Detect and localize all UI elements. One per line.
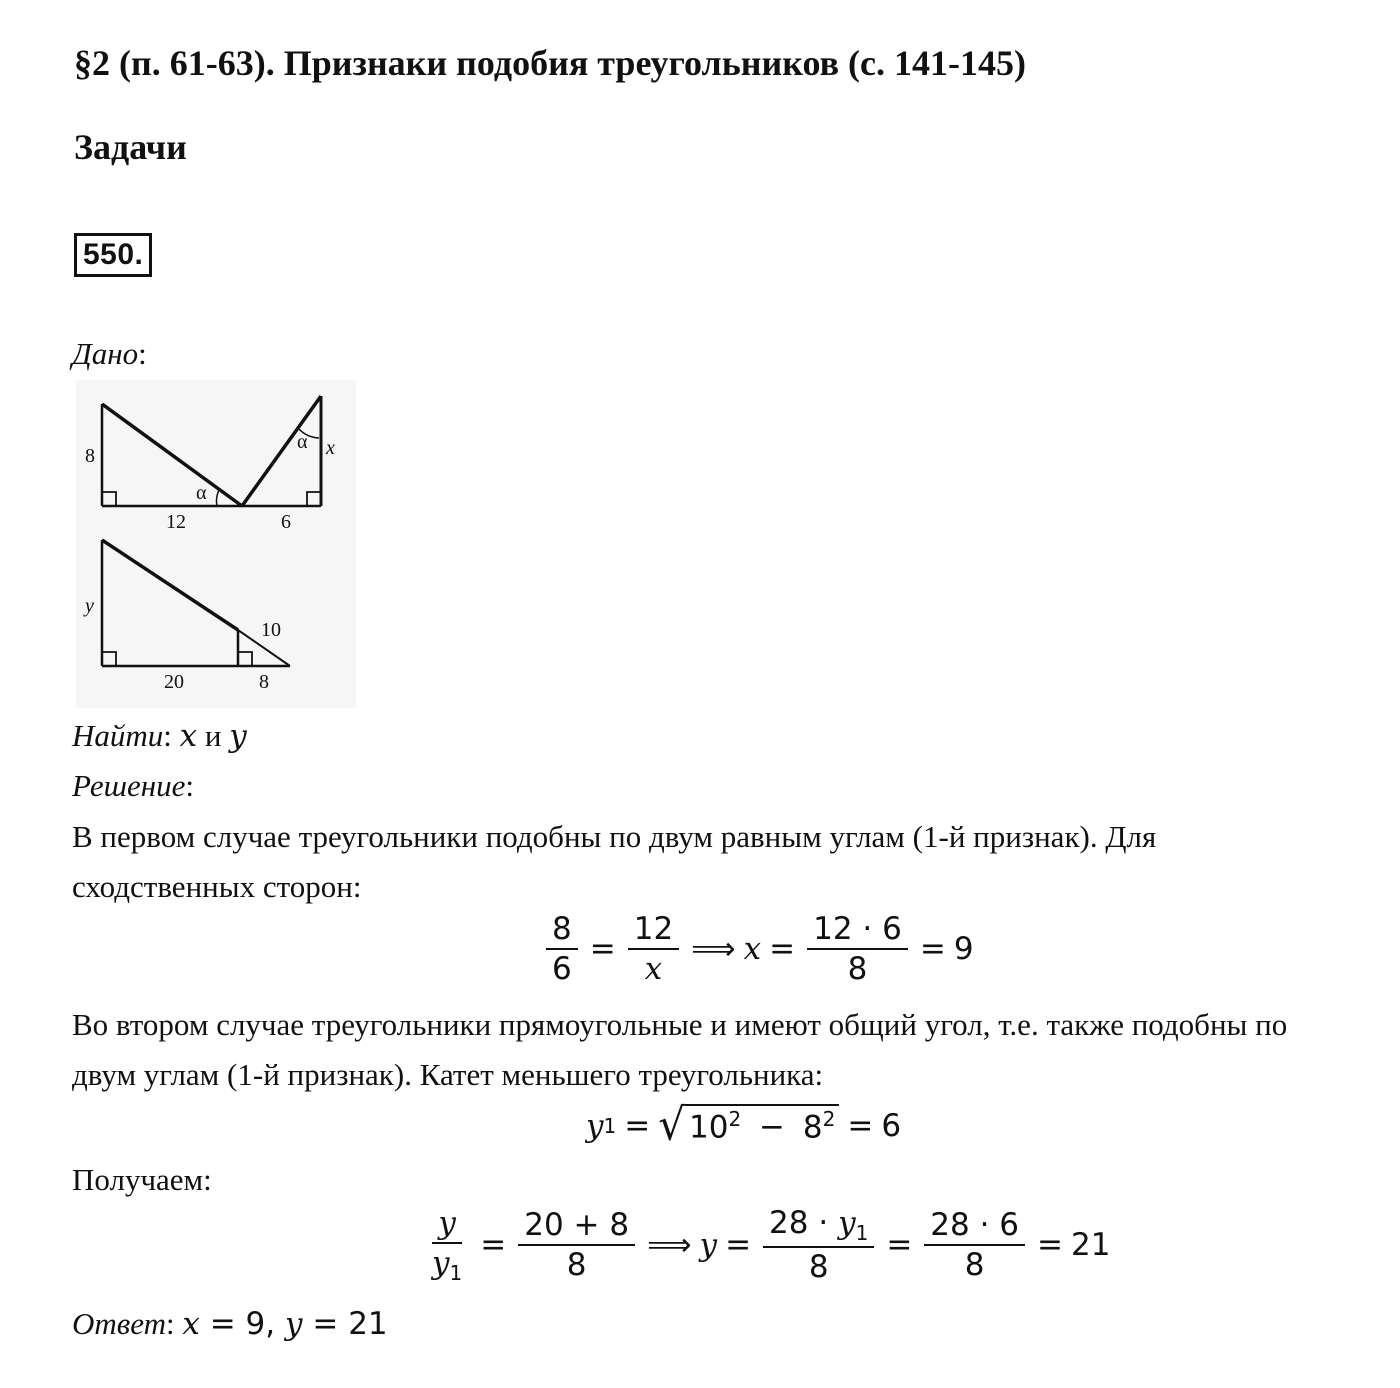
problem-number-box: 550.	[74, 233, 152, 277]
label-10: 10	[261, 619, 281, 641]
paragraph-2: Во втором случае треугольники прямоугольные и имеют общий угол, т.е. также подобны по двум углам (1-й признак). Катет меньшего треугольника:	[72, 1007, 1288, 1092]
triangles-figure	[76, 380, 356, 708]
paragraph-3: Получаем:	[72, 1162, 212, 1197]
label-12: 12	[166, 511, 186, 533]
label-alpha-right: α	[297, 431, 308, 453]
equation-3: $\frac{y}{y_1}$ = $\frac{20 + 8}{8}$ ⟹ y = $\frac{28 \cdot y_1}{8}$ = $\frac{28 \cdot 6}{8}$ = 21	[432, 1205, 1111, 1286]
triangles-diagram	[76, 380, 356, 708]
solution-label: Решение:	[72, 768, 194, 803]
label-8-bottom: 8	[259, 671, 269, 693]
label-8-left: 8	[85, 445, 95, 467]
label-y: y	[85, 595, 94, 617]
label-alpha-left: α	[196, 482, 207, 504]
label-x: x	[326, 437, 335, 459]
paragraph-1: В первом случае треугольники подобны по двум равным углам (1-й признак). Для сходственных сторон:	[72, 819, 1157, 904]
equation-1: $\frac{8}{6}$ = $\frac{12}{x}$ ⟹ x = $\frac{12 \cdot 6}{8}$ = 9	[542, 912, 974, 986]
answer-line: Ответ: x = 9, y = 21	[72, 1306, 388, 1342]
label-6: 6	[281, 511, 291, 533]
given-label: Дано:	[72, 336, 147, 371]
section-subtitle: Задачи	[74, 127, 187, 167]
page-title: §2 (п. 61-63). Признаки подобия треугольников (с. 141-145)	[74, 43, 1026, 83]
equation-2: y 1 = √ $10^2 - 8^2$ = 6	[586, 1098, 902, 1151]
find-line: Найти: x и y	[72, 718, 247, 754]
label-20: 20	[164, 671, 184, 693]
